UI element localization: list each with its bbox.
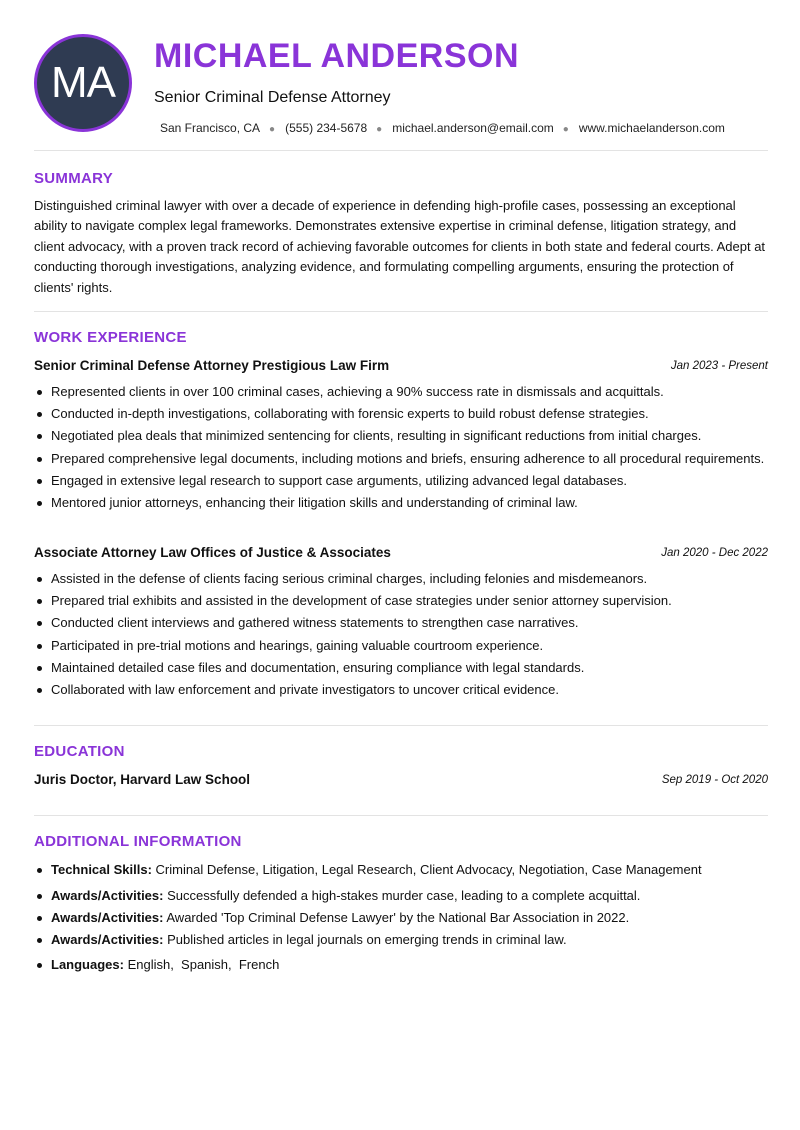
item-text: Successfully defended a high-stakes murder case, leading to a complete acquittal.	[163, 887, 641, 903]
item-text: Published articles in legal journals on emerging trends in criminal law.	[163, 931, 567, 947]
list-item	[34, 930, 768, 950]
contact-location: San Francisco, CA	[160, 121, 261, 135]
education-date: Sep 2019 - Oct 2020	[661, 774, 768, 786]
job-date: Jan 2023 - Present	[670, 360, 768, 372]
separator-dot: ●	[562, 124, 569, 135]
contact-website[interactable]: www.michaelanderson.com	[578, 121, 725, 135]
list-item: Collaborated with law enforcement and private investigators to uncover critical evidence.	[34, 680, 768, 700]
candidate-title: Senior Criminal Defense Attorney	[154, 89, 391, 106]
item-label: Awards/Activities:	[51, 887, 164, 903]
job-date: Jan 2020 - Dec 2022	[661, 547, 768, 559]
item-label: Awards/Activities:	[51, 909, 164, 925]
list-item: Conducted in-depth investigations, collaborating with forensic experts to build robust defense strategies.	[34, 404, 768, 424]
item-text: Awarded 'Top Criminal Defense Lawyer' by the National Bar Association in 2022.	[163, 909, 630, 925]
list-item: Maintained detailed case files and documentation, ensuring compliance with legal standards.	[34, 658, 768, 678]
contact-phone: (555) 234-5678	[285, 121, 368, 135]
job-header	[34, 356, 768, 376]
list-item: Conducted client interviews and gathered witness statements to strengthen case narratives.	[34, 613, 768, 633]
divider	[34, 311, 768, 312]
divider	[34, 815, 768, 816]
summary-text: Distinguished criminal lawyer with over a decade of experience in defending high-profile cases, possessing an exceptional ability to navigate complex legal frameworks. Demonstrates extensive expertise in criminal defense, litigation strategy, and client advocacy, with a proven track record of achieving favorable outcomes for clients in both state and federal courts. Adept at conducting thorough investigations, analyzing evidence, and formulating compelling arguments, ensuring the protection of clients' rights.	[34, 198, 766, 295]
work-experience-heading: WORK EXPERIENCE	[34, 329, 187, 346]
divider	[34, 150, 768, 151]
list-item: Engaged in extensive legal research to support case arguments, utilizing advanced legal databases.	[34, 471, 768, 491]
additional-info-heading: ADDITIONAL INFORMATION	[34, 833, 242, 850]
separator-dot: ●	[269, 124, 276, 135]
education-heading: EDUCATION	[34, 743, 125, 760]
job-bullets	[34, 382, 768, 515]
list-item: Negotiated plea deals that minimized sentencing for clients, resulting in significant reductions from initial charges.	[34, 426, 768, 446]
contact-info	[160, 120, 725, 138]
divider	[34, 725, 768, 726]
list-item: Participated in pre-trial motions and hearings, gaining valuable courtroom experience.	[34, 636, 768, 656]
contact-email[interactable]: michael.anderson@email.com	[392, 121, 554, 135]
list-item: Assisted in the defense of clients facing serious criminal charges, including felonies and misdemeanors.	[34, 569, 768, 589]
candidate-name: MICHAEL ANDERSON	[154, 37, 520, 75]
list-item: Represented clients in over 100 criminal cases, achieving a 90% success rate in dismissals and acquittals.	[34, 382, 768, 402]
list-item: Prepared trial exhibits and assisted in the development of case strategies under senior attorney supervision.	[34, 591, 768, 611]
separator-dot: ●	[376, 124, 383, 135]
list-item	[34, 955, 768, 975]
degree: Juris Doctor, Harvard Law School	[34, 772, 251, 787]
summary-heading: SUMMARY	[34, 170, 114, 187]
list-item	[34, 908, 768, 928]
job-header	[34, 543, 768, 563]
job-title: Associate Attorney Law Offices of Justice & Associates	[34, 545, 391, 560]
avatar	[34, 34, 132, 132]
job-bullets	[34, 569, 768, 702]
job-title: Senior Criminal Defense Attorney Prestigious Law Firm	[34, 358, 390, 373]
item-label: Technical Skills:	[51, 862, 152, 877]
item-label: Awards/Activities:	[51, 931, 164, 947]
item-text: English, Spanish, French	[123, 957, 280, 973]
item-label: Languages:	[51, 957, 124, 973]
list-item	[34, 886, 768, 906]
item-text: Criminal Defense, Litigation, Legal Research, Client Advocacy, Negotiation, Case Management	[151, 862, 702, 877]
resume-header	[34, 34, 768, 138]
avatar-initials: MA	[51, 58, 115, 107]
additional-info-list	[34, 860, 768, 978]
list-item: Mentored junior attorneys, enhancing their litigation skills and understanding of criminal law.	[34, 493, 768, 513]
list-item	[34, 860, 768, 880]
list-item: Prepared comprehensive legal documents, including motions and briefs, ensuring adherence to all procedural requirements.	[34, 449, 768, 469]
education-entry	[34, 770, 768, 790]
